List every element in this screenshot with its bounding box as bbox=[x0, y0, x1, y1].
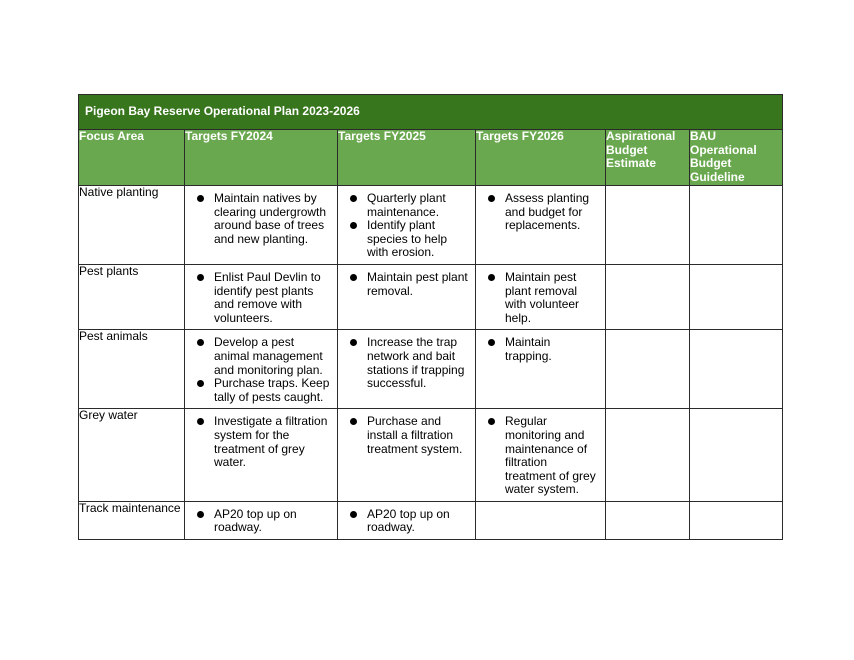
fy2024-cell bbox=[185, 264, 338, 329]
target-item: Regular monitoring and maintenance of filtration treatment of grey water system. bbox=[482, 415, 599, 497]
target-item: Increase the trap network and bait stations if trapping successful. bbox=[344, 336, 469, 390]
target-list bbox=[338, 409, 475, 460]
target-item: Assess planting and budget for replacements. bbox=[482, 192, 599, 233]
target-item: Maintain natives by clearing undergrowth around base of trees and new planting. bbox=[191, 192, 331, 246]
fy2025-cell bbox=[338, 409, 476, 502]
column-header-fy2025: Targets FY2025 bbox=[338, 130, 476, 186]
target-list bbox=[338, 502, 475, 539]
target-list bbox=[185, 186, 337, 250]
target-item: Investigate a filtration system for the treatment of grey water. bbox=[191, 415, 331, 469]
target-item: Develop a pest animal management and monitoring plan. bbox=[191, 336, 331, 377]
target-item: Maintain pest plant removal with volunteer help. bbox=[482, 271, 599, 325]
target-item: AP20 top up on roadway. bbox=[344, 508, 469, 535]
column-header-fy2026: Targets FY2026 bbox=[476, 130, 606, 186]
table-row bbox=[79, 330, 783, 409]
aspirational-budget-cell bbox=[606, 264, 690, 329]
fy2026-cell bbox=[476, 264, 606, 329]
bau-budget-cell bbox=[690, 501, 783, 539]
aspirational-budget-cell bbox=[606, 330, 690, 409]
table-row bbox=[79, 409, 783, 502]
aspirational-budget-cell bbox=[606, 501, 690, 539]
target-list bbox=[476, 330, 605, 367]
target-item: Purchase and install a filtration treatment system. bbox=[344, 415, 469, 456]
header-row bbox=[79, 130, 783, 186]
focus-area-cell: Native planting bbox=[79, 186, 185, 265]
target-item: AP20 top up on roadway. bbox=[191, 508, 331, 535]
target-list bbox=[185, 502, 337, 539]
fy2024-cell bbox=[185, 330, 338, 409]
fy2026-cell bbox=[476, 501, 606, 539]
target-list bbox=[476, 265, 605, 329]
column-header-fy2024: Targets FY2024 bbox=[185, 130, 338, 186]
column-header-aspirational-budget: Aspirational Budget Estimate bbox=[606, 130, 690, 186]
table-row bbox=[79, 264, 783, 329]
operational-plan-table bbox=[78, 94, 783, 540]
fy2026-cell bbox=[476, 330, 606, 409]
focus-area-cell: Grey water bbox=[79, 409, 185, 502]
target-list bbox=[476, 409, 605, 501]
fy2025-cell bbox=[338, 186, 476, 265]
fy2024-cell bbox=[185, 186, 338, 265]
fy2024-cell bbox=[185, 501, 338, 539]
column-header-focus-area: Focus Area bbox=[79, 130, 185, 186]
target-item: Enlist Paul Devlin to identify pest plants and remove with volunteers. bbox=[191, 271, 331, 325]
table-title: Pigeon Bay Reserve Operational Plan 2023-2026 bbox=[79, 95, 783, 130]
bau-budget-cell bbox=[690, 409, 783, 502]
aspirational-budget-cell bbox=[606, 186, 690, 265]
target-item: Maintain pest plant removal. bbox=[344, 271, 469, 298]
focus-area-cell: Track maintenance bbox=[79, 501, 185, 539]
focus-area-cell: Pest plants bbox=[79, 264, 185, 329]
bau-budget-cell bbox=[690, 264, 783, 329]
fy2026-cell bbox=[476, 186, 606, 265]
fy2026-cell bbox=[476, 409, 606, 502]
fy2025-cell bbox=[338, 330, 476, 409]
fy2024-cell bbox=[185, 409, 338, 502]
bau-budget-cell bbox=[690, 330, 783, 409]
table-row bbox=[79, 186, 783, 265]
bau-budget-cell bbox=[690, 186, 783, 265]
aspirational-budget-cell bbox=[606, 409, 690, 502]
target-list bbox=[185, 265, 337, 329]
column-header-bau-budget: BAU Operational Budget Guideline bbox=[690, 130, 783, 186]
target-list bbox=[476, 186, 605, 237]
focus-area-cell: Pest animals bbox=[79, 330, 185, 409]
target-list bbox=[338, 330, 475, 394]
fy2025-cell bbox=[338, 501, 476, 539]
target-list bbox=[338, 186, 475, 264]
target-list bbox=[185, 330, 337, 408]
target-list bbox=[338, 265, 475, 302]
target-item: Quarterly plant maintenance. bbox=[344, 192, 469, 219]
target-item: Identify plant species to help with erosion. bbox=[344, 219, 469, 260]
target-list bbox=[185, 409, 337, 473]
table-row bbox=[79, 501, 783, 539]
fy2025-cell bbox=[338, 264, 476, 329]
target-item: Purchase traps. Keep tally of pests caught. bbox=[191, 377, 331, 404]
target-item: Maintain trapping. bbox=[482, 336, 599, 363]
